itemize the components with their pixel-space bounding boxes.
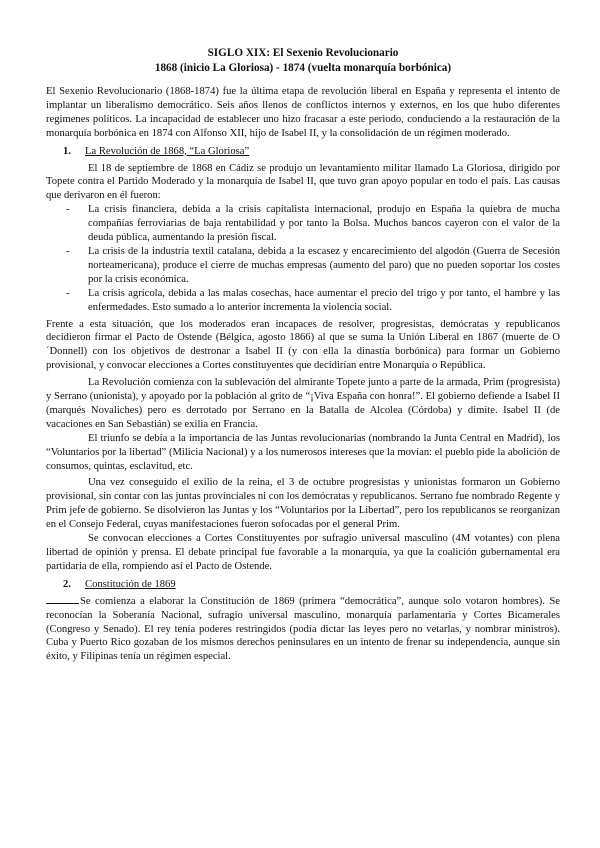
intro-paragraph: El Sexenio Revolucionario (1868-1874) fue la última etapa de revolución liberal en España y representa el intento de implantar un liberalismo democrático. Seis años llenos de conflictos internos y externos, en los que hubo diferentes regímenes políticos. La incapacidad de establecer uno hizo fracasar a este periodo, conduciendo a la restauración de la monarquía borbónica en 1874 con Alfonso XII, hijo de Isabel II, y la consolidación de un régimen moderado. (46, 86, 560, 139)
section-1-paragraph-1: El 18 de septiembre de 1868 en Cádiz se produjo un levantamiento militar llamado La Gloriosa, dirigido por Topete contra el Partido Moderado y la monarquía de Isabel II, que tuvo gran apoyo popular en todo el país. Las causas que derivaron en él fueron: (46, 162, 560, 202)
section-1-paragraph-5: Una vez conseguido el exilio de la reina, el 3 de octubre progresistas y unionistas formaron un Gobierno provisional, sin contar con las juntas provinciales ni con los demócratas y republicanos. Serrano fue nombrado Regente y Prim jefe de gobierno. Se disolvieron las Juntas y los “Voluntarios por la Libertad”, pero los republicanos se reorganizan en el Consejo Federal, cuyas manifestaciones fueron sofocadas por el general Prim. (46, 477, 560, 531)
section-1-paragraph-4: El triunfo se debía a la importancia de las Juntas revolucionarias (nombrando la Junta Central en Madrid), los “Voluntarios por la libertad” (Milicia Nacional) y a los numerosos intereses que la movían: el pueblo pide la abolición de consumos, quintas, esclavitud, etc. (46, 432, 560, 472)
section-1-number: 1. (63, 145, 71, 157)
document-body (46, 46, 560, 664)
title-block (46, 46, 560, 75)
section-1-heading (46, 145, 560, 159)
causes-list (46, 203, 560, 314)
page-title: SIGLO XIX: El Sexenio Revolucionario (207, 47, 399, 59)
list-item (66, 287, 560, 315)
bullet-dash: - (66, 245, 70, 257)
bullet-dash: - (66, 287, 70, 299)
section-1-paragraph-6: Se convocan elecciones a Cortes Constituyentes por sufragio universal masculino (4M votantes) con plena libertad de opinión y prensa. El debate principal fue favorable a la monarquía, ya que la coalición gubernamental era partidaria de ella, rompiendo así el Pacto de Ostende. (46, 533, 560, 572)
section-2-heading (46, 578, 560, 592)
list-item (66, 245, 560, 287)
list-item (66, 203, 560, 245)
list-item-text: La crisis financiera, debida a la crisis capitalista internacional, produjo en España la quiebra de mucha compañías ferroviarias de baja rentabilidad y por tanto la Bolsa. Muchos bancos cayeron con el valor de la deuda pública, aumentando la presión fiscal. (88, 204, 560, 244)
section-1-paragraph-3: La Revolución comienza con la sublevación del almirante Topete junto a parte de la armada, Prim (progresista) y Serrano (unionista), y apoyado por la población al grito de “¡Viva España con honra!”. El gobierno defiende a Isabel II (marqués Novaliches) pero es derrotado por Serrano en la Batalla de Alcolea (Córdoba) y dimite. Isabel II (de vacaciones en San Sebastián) se exilia en Francia. (46, 377, 560, 430)
section-2-paragraph-1-text: Se comienza a elaborar la Constitución de 1869 (primera “democrática”, aunque solo votaron hombres). Se reconocían la Soberanía Nacional, sufragio universal masculino, monarquía parlamentaria y Cortes Bicamerales (Congreso y Senado). El rey tenía poderes restringidos (podía dictar las leyes pero no vetarlas, y nombrar ministros). Cuba y Puerto Rico gozaban de los mismos derechos peninsulares en un intento de frenar su independencia, aunque sin éxito, y Filipinas tenía un régimen especial. (46, 595, 560, 663)
blank-underline (46, 603, 79, 604)
section-2-number: 2. (63, 578, 71, 590)
page-subtitle: 1868 (inicio La Gloriosa) - 1874 (vuelta monarquía borbónica) (154, 61, 452, 74)
section-1-paragraph-2: Frente a esta situación, que los moderados eran incapaces de resolver, progresistas, demócratas y republicanos decidieron firmar el Pacto de Ostende (Bélgica, agosto 1866) al que se suma la Unión Liberal en 1867 (muerte de O´Donnell) con los objetivos de destronar a Isabel II (y con ella la dinastía borbónica) para formar un Gobierno provisional, y convocar elecciones a Cortes constituyentes que decidirían entre Monarquía o República. (46, 318, 560, 372)
list-item-text: La crisis de la industria textil catalana, debida a la escasez y encarecimiento del algodón (Guerra de Secesión norteamericana), produce el cierre de muchas empresas (aumento del paro) que no pueden soportar los costes por la crisis económica. (88, 245, 560, 285)
section-2-paragraph-1 (46, 595, 560, 665)
bullet-dash: - (66, 204, 70, 216)
section-2-title: Constitución de 1869 (85, 578, 176, 590)
section-1-title: La Revolución de 1868, “La Gloriosa” (85, 145, 250, 157)
list-item-text: La crisis agrícola, debida a las malas cosechas, hace aumentar el precio del trigo y por tanto, el hambre y las enfermedades. Esto sumado a lo anterior incrementa la violencia social. (88, 287, 560, 313)
